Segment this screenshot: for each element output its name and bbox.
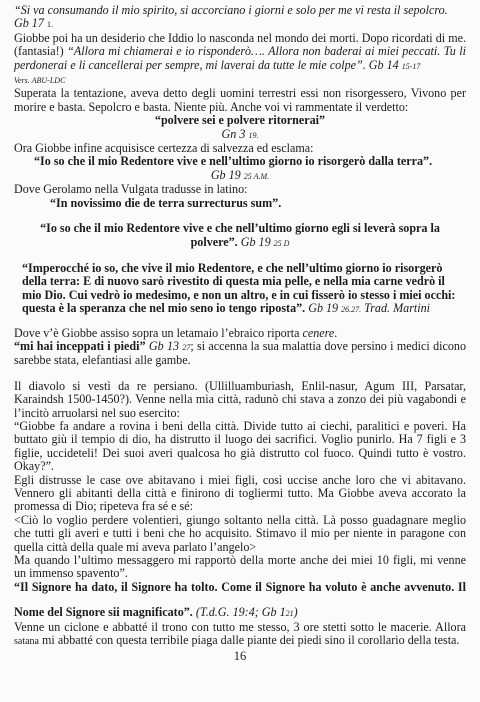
paragraph-letamaio: [14, 327, 466, 340]
ref-gb19-d: Gb 19: [237, 234, 271, 249]
ref-tdg: (T.d.G. 19:4; Gb 1: [192, 605, 286, 620]
quote-redentore: “Io so che il mio Redentore vive e nell’ultimo giorno io risorgerò dalla terra”.: [34, 154, 433, 169]
text-desiderio: Giobbe poi ha un desiderio che Iddio lo nasconda nel mondo dei morti. Dopo ricordati di me. (fantasia!): [14, 30, 466, 59]
word-cenere: cenere: [302, 325, 335, 340]
ref-gb14-verse: 15-17: [401, 61, 421, 71]
ref-gb19-d-verse: 25 D: [273, 238, 290, 248]
paragraph-messaggero: Ma quando l’ultimo messaggero mi rapportò della morte anche dei miei 10 figli, mi venne un immenso spavento”.: [14, 553, 466, 581]
ref-gb19-26: Gb 19: [305, 301, 339, 316]
quote-signore-line1: “Il Signore ha dato, il Signore ha tolto. Come il Signore ha voluto è anche avvenuto. Il: [14, 579, 466, 594]
paragraph-certezza: Ora Giobbe infine acquisisce certezza di salvezza ed esclama:: [14, 141, 314, 156]
paragraph-vulgata: Dove Gerolamo nella Vulgata tradusse in latino:: [14, 182, 248, 197]
ref-gb19-am-line: [14, 169, 466, 183]
quote-polvere-d: polvere”.: [190, 234, 238, 249]
quote-inceppati: “mi hai inceppati i piedi”: [14, 338, 146, 353]
paragraph-discorso-diavolo: “Giobbe fa andare a rovina i beni della città. Divide tutto ai ciechi, paralitici e poveri. Ha buttato giù il tempio di dio, ha distrutto il luogo dei sacrifici. Voglio punirlo. Ha 7 figli e 3 figlie, uccideteli! Dei suoi averi qualcosa ho già distrutto col fuoco. Quindi tutto è vostro. Okay?”.: [14, 418, 466, 474]
quote-martini-line3: mio Dio. Cui vedrò io medesimo, e non un altro, e in cui fisserò io stesso i miei occhi:: [22, 287, 456, 302]
ref-gb13-verse: 27: [182, 342, 191, 352]
quote-martini-block: [14, 262, 466, 317]
quote-martini-line1: “Imperocché io so, che vive il mio Redentore, e che nell’ultimo giorno io risorgerò: [22, 260, 443, 275]
ref-gn3-line: [14, 128, 466, 142]
paragraph-distrusse: Egli distrusse le case ove abitavano i miei figli, così uccise anche loro che vi abitavano. Vennero gli abitanti della città e finirono di togliermi tutto. Ma Giobbe aveva accorato la promessa di Dio; ripeteva fra sé e sé:: [14, 472, 466, 514]
trad-martini: Trad. Martini: [361, 301, 431, 316]
ref-gb17-verse: 1.: [46, 20, 53, 30]
ref-gn3: Gn 3: [221, 126, 246, 141]
paragraph-promessa: <Ciò lo voglio perdere volentieri, giungo soltanto nella città. Là posso guadagnare meglio che tutti gli averi e tutti i beni che ho acquisito. Stimavo il mio per niente in paragone con quella città della quale mi aveva parlato l’angelo>: [14, 512, 466, 554]
paragraph-diavolo: Il diavolo si vestì da re persiano. (Ullilluamburiash, Enlil-nasur, Agum III, Parsatar, Karaindsh 1500-1450?). Venne nella mia città, radunò chi stava a zonzo dei più vagabondi e l’incitò arruolarsi nel suo esercito:: [14, 378, 466, 420]
paragraph-ciclone: [14, 621, 466, 649]
text-piaga: mi abbatté con questa terribile piaga dalle piante dei piedi sino il corollario della testa.: [39, 633, 460, 648]
quote-redentore-d-line1: “Io so che il mio Redentore vive e che nell’ultimo giorno egli si leverà sopra la: [40, 221, 440, 236]
text-letamaio-end: .: [334, 325, 338, 340]
paragraph-desiderio: [14, 32, 466, 88]
ref-gn3-verse: 19.: [248, 130, 259, 140]
ref-gb14: Gb 14: [365, 57, 399, 72]
quote-martini-line4: [22, 302, 466, 316]
quote-martini-speranza: questa è la speranza che nel mio seno io tengo riposta”.: [22, 301, 306, 316]
ref-tdg-end: ): [293, 605, 298, 620]
quote-chiamerai: “Allora mi chiamerai e io risponderò…. Allora non baderai ai miei peccati. Tu li perdonerai e li cancellerai per sempre, mi laverai da tutte le mie colpe”.: [14, 44, 466, 72]
version-abu-ldc: Vers. ABU-LDC: [14, 76, 66, 86]
quote-signore-line2: [14, 606, 466, 620]
quote-latin: “In novissimo die de terra surrecturus sum”.: [50, 195, 282, 210]
quote-sepolcro: “Si va consumando il mio spirito, si accorciano i giorni e solo per me vi resta il sepolcro.: [14, 3, 448, 17]
paragraph-inceppati: [14, 340, 466, 368]
word-satana: satana: [14, 636, 39, 648]
text-tentazione: Superata la tentazione, aveva detto degli uomini terrestri essi non risorgessero, Vivono per morire e basta. Sepolcro e basta. Niente più. Anche voi vi rammentate il verdetto:: [14, 86, 466, 114]
ref-gb1-verse: 21: [285, 609, 294, 619]
ref-gb13: Gb 13: [145, 338, 180, 353]
paragraph-tentazione: [14, 87, 466, 114]
paragraph-sepolcro: [14, 4, 466, 32]
quote-martini-line2: della terra: E di nuovo sarò rivestito di questa mia pelle, e nella mia carne vedrò il: [22, 274, 445, 289]
quote-redentore-d-line2: [14, 236, 466, 250]
quote-signore-nome: Nome del Signore sii magnificato”.: [14, 605, 193, 620]
ref-gb19-am: Gb 19: [210, 167, 241, 182]
ref-gb19-am-verse: 25 A.M.: [243, 171, 270, 181]
quote-polvere: “polvere sei e polvere ritornerai”: [154, 113, 326, 128]
page-number: 16: [233, 649, 247, 664]
text-letamaio: Dove v’è Giobbe assiso sopra un letamaio l’ebraico riporta: [14, 325, 303, 340]
ref-gb19-26-verse: 26.27.: [341, 305, 362, 315]
text-ciclone: Venne un ciclone e abbatté il trono con tutto me stesso, 3 ore stetti sotto le macerie. Allora: [14, 619, 466, 634]
ref-gb17: Gb 17: [14, 16, 44, 31]
text-malattia: ; si accenna la sua malattia dove persino i medici dicono sarebbe stata, elefantiasi alle gambe.: [14, 338, 466, 368]
